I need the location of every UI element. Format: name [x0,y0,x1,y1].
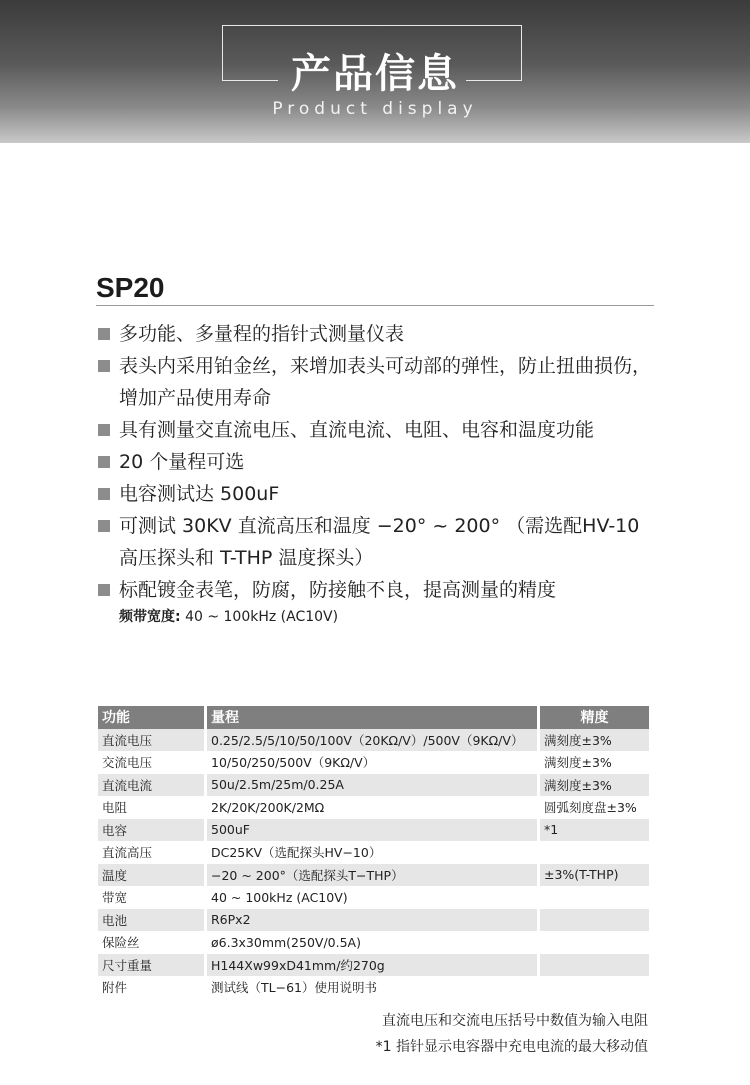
header-banner [0,0,750,143]
table-cell [540,841,649,864]
table-cell: 附件 [98,976,207,999]
table-cell: 50u/2.5m/25m/0.25A [207,774,540,797]
list-item: 可测试 30KV 直流高压和温度 −20° ~ 200° （需选配HV-10 高压探头和 T-THP 温度探头） [96,510,662,574]
table-cell: 40 ~ 100kHz (AC10V) [207,886,540,909]
table-cell: 电阻 [98,796,207,819]
square-bullet-icon [98,456,110,468]
table-cell: 直流电流 [98,774,207,797]
table-cell: 交流电压 [98,751,207,774]
spec-table [98,706,649,999]
table-cell: 满刻度±3% [540,729,649,752]
table-cell: −20 ~ 200°（选配探头T−THP） [207,864,540,887]
list-item: 标配镀金表笔，防腐，防接触不良，提高测量的精度 [96,574,662,606]
table-row [98,954,649,977]
column-header-accuracy: 精度 [540,706,649,729]
table-cell [540,931,649,954]
column-header-range: 量程 [207,706,540,729]
list-item: 具有测量交直流电压、直流电流、电阻、电容和温度功能 [96,414,662,446]
table-row [98,796,649,819]
model-name: SP20 [96,272,165,303]
footnotes [376,1008,648,1060]
table-cell: 10/50/250/500V（9KΩ/V） [207,751,540,774]
table-row [98,931,649,954]
table-cell [540,954,649,977]
list-item: 表头内采用铂金丝，来增加表头可动部的弹性，防止扭曲损伤，增加产品使用寿命 [96,350,662,414]
square-bullet-icon [98,328,110,340]
feature-list [96,318,662,606]
table-cell: 2K/20K/200K/2MΩ [207,796,540,819]
table-cell: 圆弧刻度盘±3% [544,800,637,816]
table-row [98,886,649,909]
bandwidth-line [119,606,338,626]
list-item: 电容测试达 500uF [96,478,662,510]
bandwidth-value: 40 ~ 100kHz (AC10V) [185,609,339,625]
table-row [98,909,649,932]
table-cell: DC25KV（选配探头HV−10） [207,841,540,864]
square-bullet-icon [98,424,110,436]
table-cell: 电容 [98,819,207,842]
square-bullet-icon [98,584,110,596]
table-cell: 直流高压 [98,841,207,864]
table-cell [540,976,649,999]
page-title: 产品信息 [291,51,459,97]
table-cell: 电池 [98,909,207,932]
table-cell [540,909,649,932]
table-cell: *1 [540,819,649,842]
table-cell: ø6.3x30mm(250V/0.5A) [207,931,540,954]
table-cell: 测试线（TL−61）使用说明书 [207,976,540,999]
bandwidth-label: 频带宽度: [119,609,181,625]
square-bullet-icon [98,360,110,372]
table-cell: 尺寸重量 [98,954,207,977]
table-cell: 保险丝 [98,931,207,954]
table-cell: ±3%(T-THP) [540,864,649,887]
table-header-row [98,706,649,729]
table-cell: 直流电压 [98,729,207,752]
square-bullet-icon [98,488,110,500]
divider [96,305,654,306]
list-item: 多功能、多量程的指针式测量仪表 [96,318,662,350]
table-row [98,729,649,752]
table-cell: H144Xw99xD41mm/约270g [207,954,540,977]
table-row [98,976,649,999]
table-row [98,774,649,797]
table-cell [540,886,649,909]
table-cell: 满刻度±3% [540,774,649,797]
page-subtitle: Product display [272,99,478,119]
table-row [98,819,649,842]
column-header-function: 功能 [98,706,207,729]
table-cell: 0.25/2.5/5/10/50/100V（20KΩ/V）/500V（9KΩ/V） [207,729,540,752]
table-row [98,751,649,774]
table-cell: 500uF [207,819,540,842]
square-bullet-icon [98,520,110,532]
table-cell: R6Px2 [207,909,540,932]
table-row [98,864,649,887]
footnote: *1 指针显示电容器中充电电流的最大移动值 [375,1039,648,1055]
table-cell: 满刻度±3% [544,755,612,771]
footnote: 直流电压和交流电压括号中数值为输入电阻 [382,1013,648,1029]
table-row [98,841,649,864]
list-item: 20 个量程可选 [96,446,662,478]
table-cell: 带宽 [98,886,207,909]
table-cell: 温度 [98,864,207,887]
